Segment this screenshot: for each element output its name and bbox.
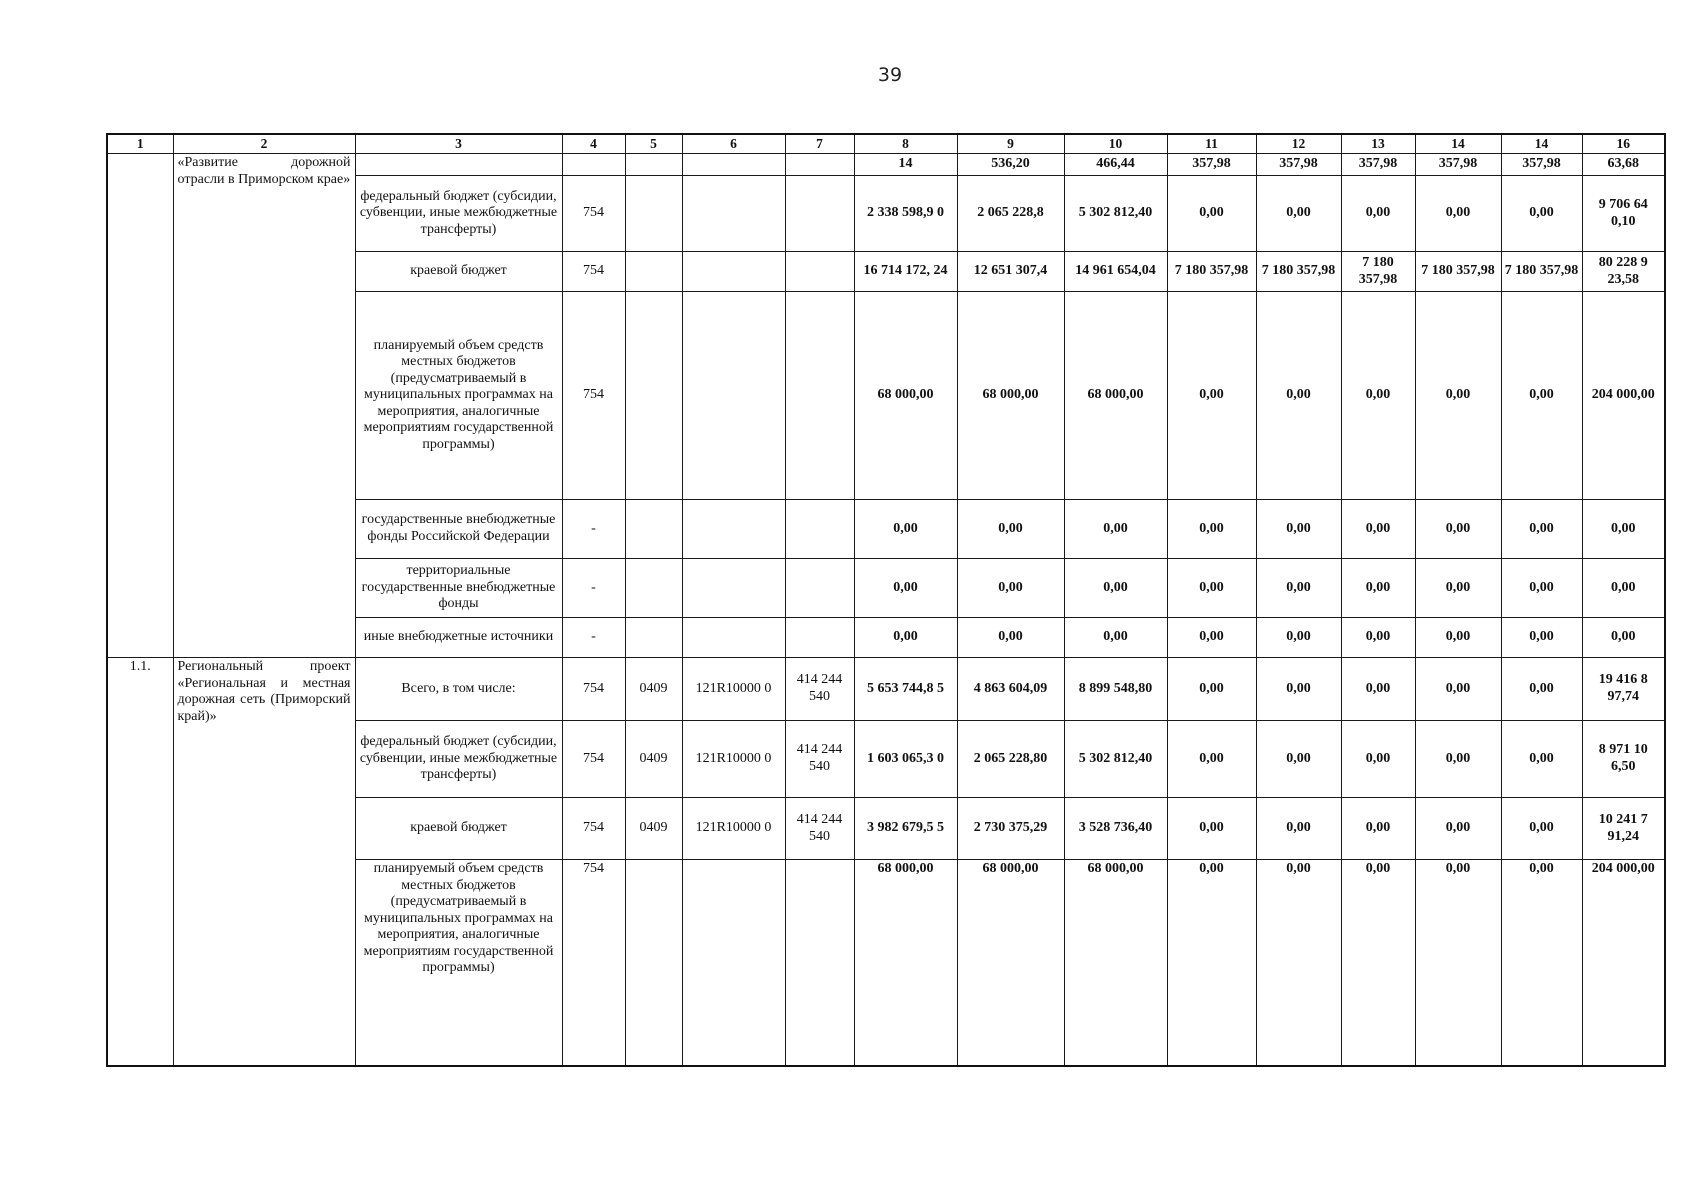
budget-table [106,133,1666,1067]
value-cell: 4 863 604,09 [957,658,1064,721]
value-cell: 357,98 [1415,154,1501,176]
value-cell: 0,00 [1167,500,1256,559]
value-cell: 0,00 [1415,559,1501,618]
col-header: 7 [785,134,854,154]
table-row [107,658,1665,721]
cell: 0409 [625,658,682,721]
cell [682,252,785,292]
cell: - [562,618,625,658]
value-cell: 0,00 [1167,721,1256,798]
value-cell: 0,00 [1415,176,1501,252]
value-cell: 0,00 [1501,559,1582,618]
cell [682,154,785,176]
value-cell: 9 706 64 0,10 [1582,176,1665,252]
cell [785,500,854,559]
header-row [107,134,1665,154]
value-cell: 204 000,00 [1582,292,1665,500]
value-cell: 68 000,00 [854,860,957,1067]
value-cell: 0,00 [957,500,1064,559]
value-cell: 7 180 357,98 [1167,252,1256,292]
value-cell: 7 180 357,98 [1415,252,1501,292]
cell [625,559,682,618]
value-cell: 0,00 [1501,860,1582,1067]
cell: - [562,559,625,618]
value-cell: 7 180 357,98 [1341,252,1415,292]
cell: 754 [562,860,625,1067]
value-cell: 0,00 [1256,500,1341,559]
value-cell: 3 982 679,5 5 [854,798,957,860]
value-cell: 0,00 [1501,618,1582,658]
col-header: 11 [1167,134,1256,154]
value-cell: 16 714 172, 24 [854,252,957,292]
value-cell: 0,00 [1167,618,1256,658]
value-cell: 0,00 [1064,559,1167,618]
value-cell: 2 065 228,8 [957,176,1064,252]
cell [625,154,682,176]
value-cell: 12 651 307,4 [957,252,1064,292]
value-cell: 0,00 [1167,860,1256,1067]
value-cell: 0,00 [1064,500,1167,559]
value-cell: 0,00 [1167,176,1256,252]
source-cell: территориальные государственные внебюджетные фонды [355,559,562,618]
value-cell: 3 528 736,40 [1064,798,1167,860]
value-cell: 0,00 [1582,559,1665,618]
value-cell: 0,00 [1341,292,1415,500]
value-cell: 1 603 065,3 0 [854,721,957,798]
value-cell: 0,00 [1582,618,1665,658]
row-number-cell: 1.1. [107,658,173,1067]
col-header: 14 [1501,134,1582,154]
col-header: 2 [173,134,355,154]
cell [682,860,785,1067]
cell [785,860,854,1067]
value-cell: 0,00 [1501,721,1582,798]
cell [682,500,785,559]
value-cell: 0,00 [1501,500,1582,559]
cell [785,618,854,658]
value-cell: 14 [854,154,957,176]
value-cell: 357,98 [1341,154,1415,176]
value-cell: 0,00 [1415,658,1501,721]
value-cell: 0,00 [1167,559,1256,618]
value-cell: 0,00 [1415,292,1501,500]
value-cell: 2 730 375,29 [957,798,1064,860]
source-cell: Всего, в том числе: [355,658,562,721]
cell [785,292,854,500]
value-cell: 536,20 [957,154,1064,176]
value-cell: 68 000,00 [957,860,1064,1067]
value-cell: 0,00 [1501,798,1582,860]
value-cell: 0,00 [1341,798,1415,860]
table-row [107,154,1665,176]
cell [682,559,785,618]
value-cell: 0,00 [1167,292,1256,500]
col-header: 6 [682,134,785,154]
col-header: 1 [107,134,173,154]
value-cell: 0,00 [1582,500,1665,559]
value-cell: 357,98 [1501,154,1582,176]
program-name-cell: «Развитие дорожной отрасли в Приморском крае» [173,154,355,658]
value-cell: 0,00 [1256,559,1341,618]
cell: 0409 [625,721,682,798]
value-cell: 0,00 [1415,618,1501,658]
cell: 754 [562,798,625,860]
value-cell: 0,00 [957,618,1064,658]
value-cell: 0,00 [1341,618,1415,658]
source-cell: государственные внебюджетные фонды Российской Федерации [355,500,562,559]
cell: 754 [562,176,625,252]
source-cell: иные внебюджетные источники [355,618,562,658]
value-cell: 0,00 [1501,176,1582,252]
value-cell: 0,00 [1415,860,1501,1067]
value-cell: 68 000,00 [854,292,957,500]
page-number: 39 [877,64,903,86]
col-header: 10 [1064,134,1167,154]
value-cell: 0,00 [1167,798,1256,860]
value-cell: 80 228 9 23,58 [1582,252,1665,292]
value-cell: 0,00 [854,618,957,658]
col-header: 8 [854,134,957,154]
value-cell: 0,00 [1341,860,1415,1067]
value-cell: 0,00 [1341,500,1415,559]
cell: - [562,500,625,559]
value-cell: 0,00 [1256,618,1341,658]
row-number-cell [107,154,173,658]
value-cell: 0,00 [1341,658,1415,721]
cell: 121R10000 0 [682,721,785,798]
value-cell: 0,00 [1501,658,1582,721]
value-cell: 0,00 [854,559,957,618]
cell: 754 [562,721,625,798]
value-cell: 0,00 [854,500,957,559]
value-cell: 0,00 [1256,798,1341,860]
value-cell: 0,00 [1341,721,1415,798]
value-cell: 19 416 8 97,74 [1582,658,1665,721]
source-cell [355,154,562,176]
cell: 754 [562,252,625,292]
cell [785,154,854,176]
value-cell: 0,00 [1064,618,1167,658]
value-cell: 0,00 [1415,500,1501,559]
value-cell: 0,00 [957,559,1064,618]
value-cell: 5 302 812,40 [1064,176,1167,252]
cell: 754 [562,292,625,500]
value-cell: 63,68 [1582,154,1665,176]
value-cell: 0,00 [1415,721,1501,798]
value-cell: 0,00 [1256,292,1341,500]
value-cell: 8 899 548,80 [1064,658,1167,721]
value-cell: 0,00 [1256,658,1341,721]
value-cell: 0,00 [1341,559,1415,618]
value-cell: 7 180 357,98 [1501,252,1582,292]
value-cell: 0,00 [1501,292,1582,500]
value-cell: 8 971 10 6,50 [1582,721,1665,798]
cell: 121R10000 0 [682,658,785,721]
source-cell: планируемый объем средств местных бюджетов (предусматриваемый в муниципальных программах на мероприятия, аналогичные мероприятиям государственной программы) [355,860,562,1067]
col-header: 16 [1582,134,1665,154]
col-header: 4 [562,134,625,154]
source-cell: федеральный бюджет (субсидии, субвенции, иные межбюджетные трансферты) [355,721,562,798]
project-name-cell: Региональный проект «Региональная и местная дорожная сеть (Приморский край)» [173,658,355,1067]
col-header: 5 [625,134,682,154]
cell: 414 244 540 [785,798,854,860]
cell: 754 [562,658,625,721]
value-cell: 68 000,00 [1064,292,1167,500]
col-header: 14 [1415,134,1501,154]
value-cell: 2 065 228,80 [957,721,1064,798]
value-cell: 68 000,00 [1064,860,1167,1067]
source-cell: краевой бюджет [355,798,562,860]
source-cell: планируемый объем средств местных бюджетов (предусматриваемый в муниципальных программах на мероприятия, аналогичные мероприятиям государственной программы) [355,292,562,500]
cell [625,500,682,559]
cell: 414 244 540 [785,658,854,721]
cell: 414 244 540 [785,721,854,798]
value-cell: 466,44 [1064,154,1167,176]
value-cell: 5 302 812,40 [1064,721,1167,798]
cell [625,176,682,252]
cell [682,176,785,252]
cell [625,252,682,292]
value-cell: 0,00 [1415,798,1501,860]
value-cell: 0,00 [1256,176,1341,252]
col-header: 12 [1256,134,1341,154]
cell [682,618,785,658]
cell [625,618,682,658]
cell [785,252,854,292]
value-cell: 0,00 [1341,176,1415,252]
value-cell: 357,98 [1256,154,1341,176]
cell [562,154,625,176]
value-cell: 2 338 598,9 0 [854,176,957,252]
value-cell: 0,00 [1256,721,1341,798]
col-header: 13 [1341,134,1415,154]
value-cell: 0,00 [1167,658,1256,721]
cell: 121R10000 0 [682,798,785,860]
value-cell: 357,98 [1167,154,1256,176]
source-cell: краевой бюджет [355,252,562,292]
cell [625,292,682,500]
value-cell: 204 000,00 [1582,860,1665,1067]
col-header: 9 [957,134,1064,154]
value-cell: 0,00 [1256,860,1341,1067]
col-header: 3 [355,134,562,154]
cell [785,176,854,252]
cell [785,559,854,618]
value-cell: 68 000,00 [957,292,1064,500]
cell [625,860,682,1067]
source-cell: федеральный бюджет (субсидии, субвенции, иные межбюджетные трансферты) [355,176,562,252]
cell [682,292,785,500]
value-cell: 7 180 357,98 [1256,252,1341,292]
cell: 0409 [625,798,682,860]
value-cell: 14 961 654,04 [1064,252,1167,292]
value-cell: 5 653 744,8 5 [854,658,957,721]
value-cell: 10 241 7 91,24 [1582,798,1665,860]
